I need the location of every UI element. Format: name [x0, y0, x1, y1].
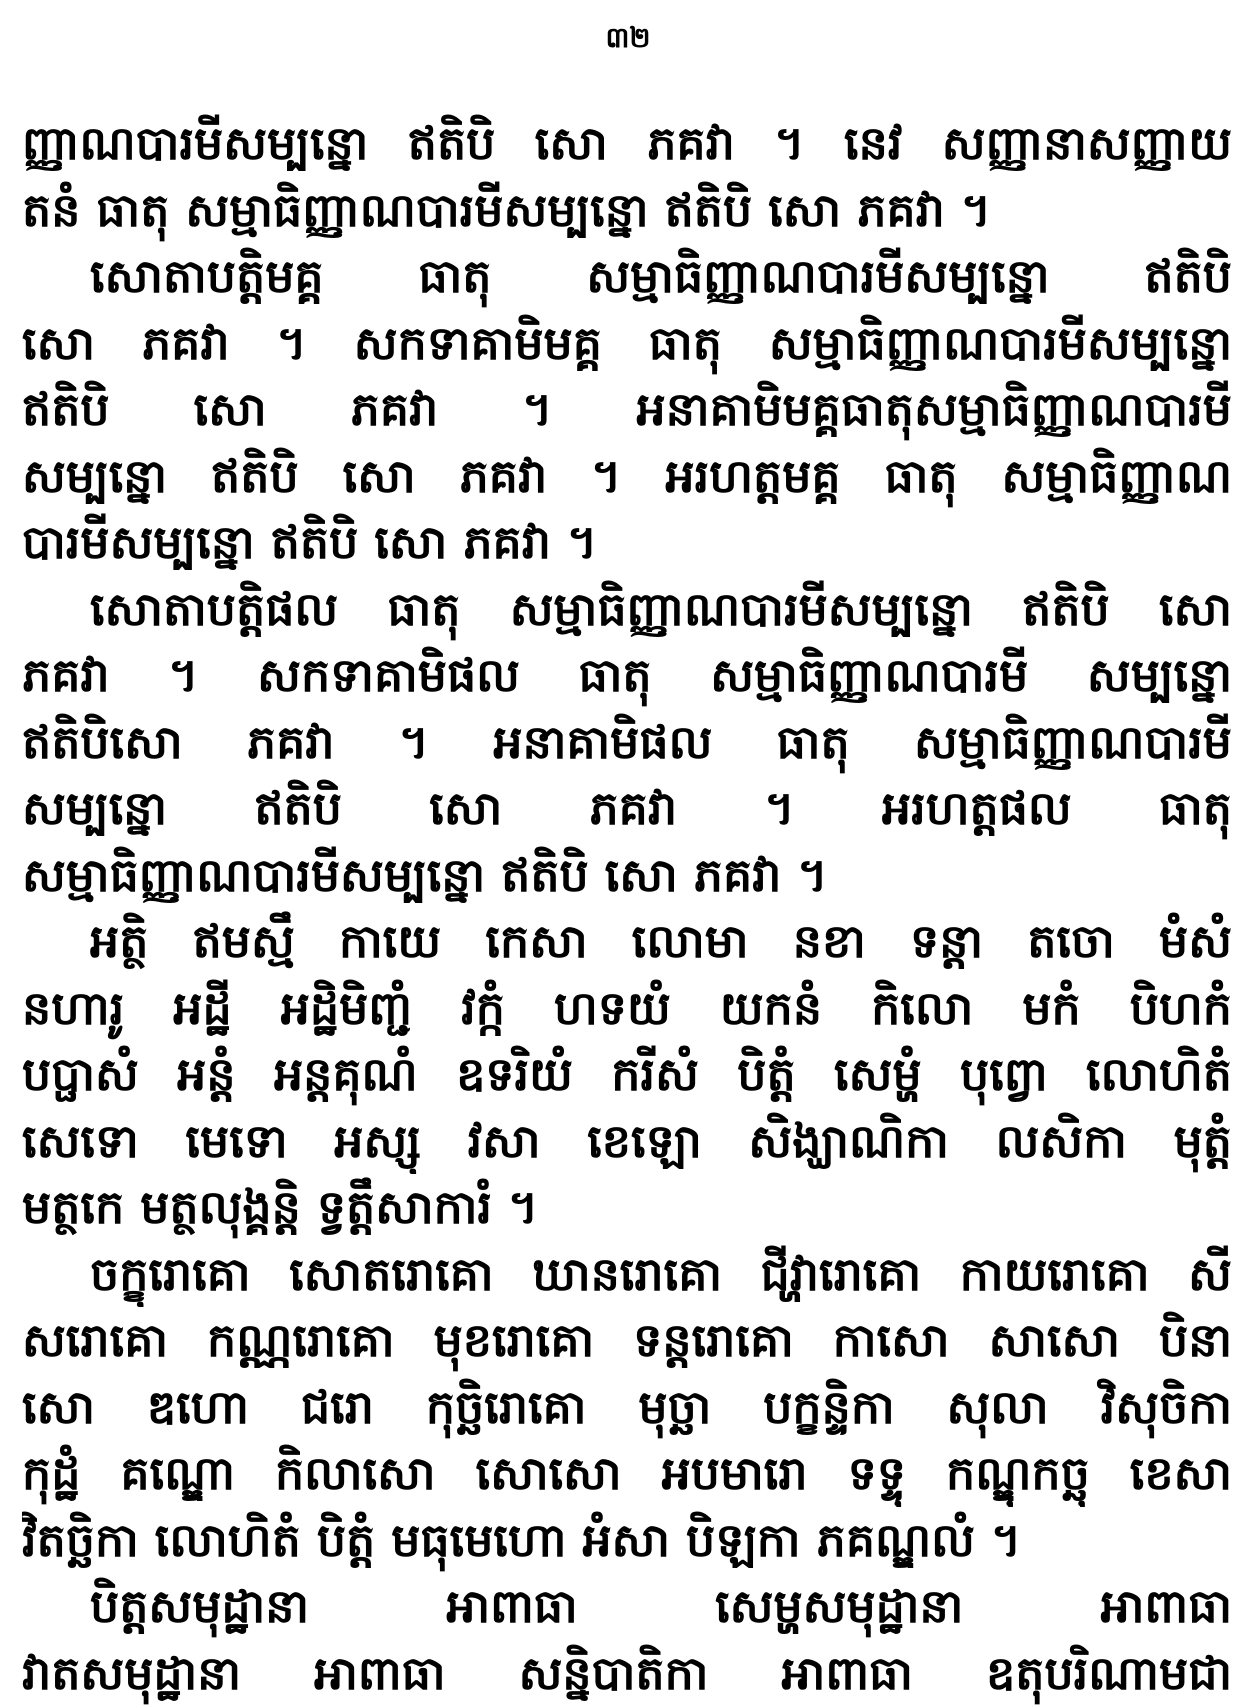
- text-line: ចក្ខុរោគោ សោតរោគោ ឃានរោគោ ជីវ្ហារោគោ កាយរោគោ សី: [22, 1241, 1232, 1308]
- text-line: សម្មាធិញ្ញាណបារមីសម្បន្នោ ឥតិបិ សោ ភគវា ។: [22, 842, 1232, 909]
- text-line: សោ ឌហោ ជរោ កុច្ឆិរោគោ មុច្ឆា បក្ខន្ទិកា សុលា វិសុចិកា: [22, 1374, 1232, 1441]
- text-line: វិតច្ឆិកា លោហិតំ បិត្តំ មធុមេហោ អំសា បិឡកា ភគណ្ឌលំ ។: [22, 1507, 1232, 1574]
- text-line: សោតាបត្តិផល ធាតុ សម្មាធិញ្ញាណបារមីសម្បន្នោ ឥតិបិ សោ: [22, 576, 1232, 643]
- text-line: ឥតិបិសោ ភគវា ។ អនាគាមិផល ធាតុ សម្មាធិញ្ញាណបារមី: [22, 709, 1232, 776]
- body-text: [22, 110, 1232, 1706]
- text-line: សម្បន្នោ ឥតិបិ សោ ភគវា ។ អរហត្តមគ្គ ធាតុ សម្មាធិញ្ញាណ: [22, 443, 1232, 510]
- text-line: តនំ ធាតុ សម្មាធិញ្ញាណបារមីសម្បន្នោ ឥតិបិ សោ ភគវា ។: [22, 177, 1232, 244]
- text-line: សោ ភគវា ។ សកទាគាមិមគ្គ ធាតុ សម្មាធិញ្ញាណបារមីសម្បន្នោ: [22, 310, 1232, 377]
- text-line: សេទោ មេទោ អស្សុ វសា ខេឡោ សិង្ឃាណិកា លសិកា មុត្តំ: [22, 1108, 1232, 1175]
- text-line: អត្ថិ ឥមស្មឹ កាយេ កេសា លោមា នខា ទន្តា តចោ មំសំ: [22, 908, 1232, 975]
- text-line: សម្បន្នោ ឥតិបិ សោ ភគវា ។ អរហត្តផល ធាតុ: [22, 775, 1232, 842]
- text-line: នហារូ អដ្ឋី អដ្ឋិមិញ្ជំ វក្កំ ហទយំ យកនំ កិលោ មកំ បិហកំ: [22, 975, 1232, 1042]
- text-line: កុដ្ឋំ គណ្ឌោ កិលាសោ សោសោ អបមារោ ទទ្ទុ កណ្ឌុកច្ឆុ ខេសា: [22, 1440, 1232, 1507]
- text-line: បប្ផាសំ អន្តំ អន្តគុណំ ឧទរិយំ ករីសំ បិត្តំ សេម្ហំ បុព្វោ លោហិតំ: [22, 1041, 1232, 1108]
- text-line: បារមីសម្បន្នោ ឥតិបិ សោ ភគវា ។: [22, 509, 1232, 576]
- text-line: វាតសមុដ្ឋានា អាពាធា សន្និបាតិកា អាពាធា ឧតុបរិណាមជា: [22, 1640, 1232, 1706]
- text-line: សរោគោ កណ្ណរោគោ មុខរោគោ ទន្តរោគោ កាសោ សាសោ បិនា: [22, 1307, 1232, 1374]
- text-line: ឥតិបិ សោ ភគវា ។ អនាគាមិមគ្គធាតុសម្មាធិញ្ញាណបារមី: [22, 376, 1232, 443]
- text-line: បិត្តសមុដ្ឋានា អាពាធា សេម្ហសមុដ្ឋានា អាពាធា: [22, 1573, 1232, 1640]
- text-line: ភគវា ។ សកទាគាមិផល ធាតុ សម្មាធិញ្ញាណបារមី សម្បន្នោ: [22, 642, 1232, 709]
- page-number: ៣២: [0, 18, 1256, 58]
- text-line: មត្ថកេ មត្ថលុង្គន្តិ ទ្វត្តឹសាការំ ។: [22, 1174, 1232, 1241]
- text-line: ញ្ញាណបារមីសម្បន្នោ ឥតិបិ សោ ភគវា ។ នេវ សញ្ញានាសញ្ញាយ: [22, 110, 1232, 177]
- text-line: សោតាបត្តិមគ្គ ធាតុ សម្មាធិញ្ញាណបារមីសម្បន្នោ ឥតិបិ: [22, 243, 1232, 310]
